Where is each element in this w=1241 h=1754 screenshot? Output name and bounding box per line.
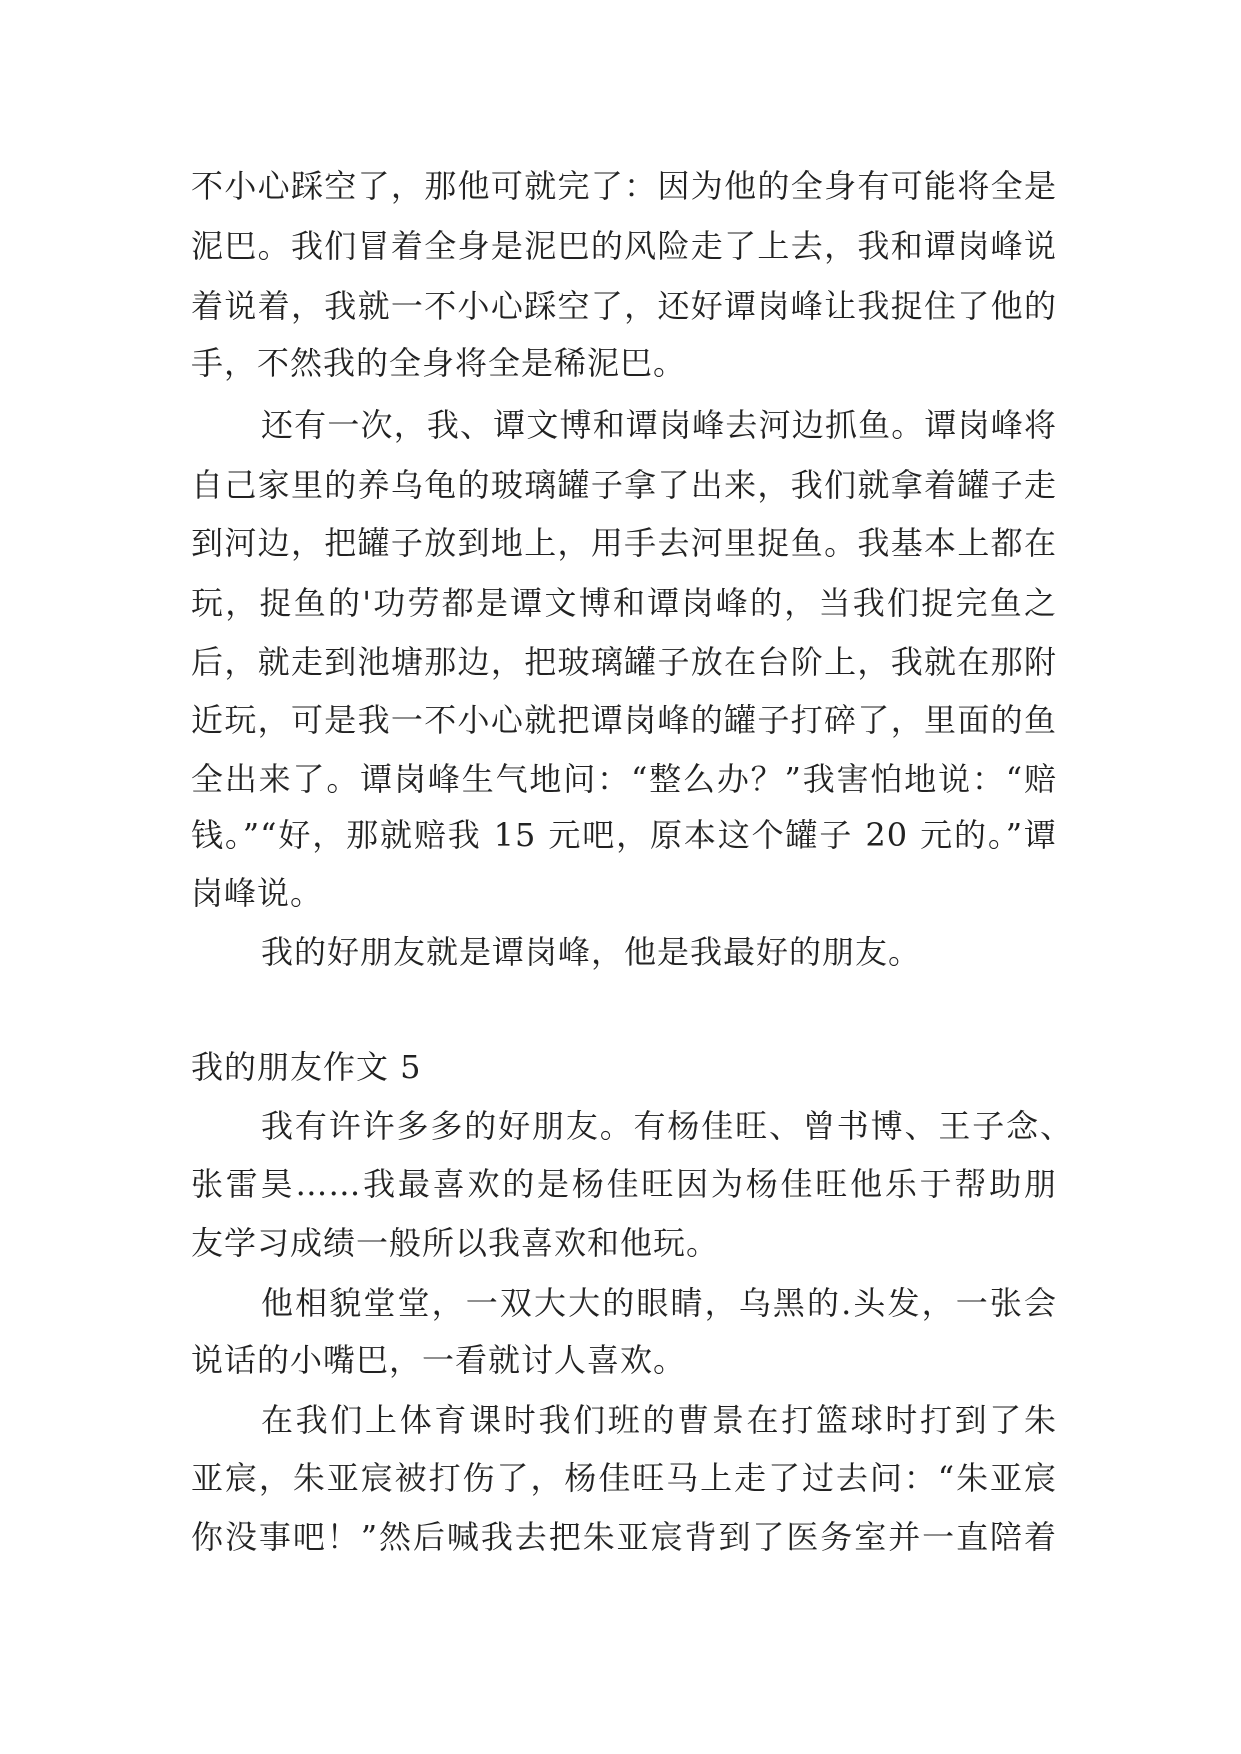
text-line: 后，就走到池塘那边，把玻璃罐子放在台阶上，我就在那附: [191, 643, 1057, 681]
text-line: 着说着，我就一不小心踩空了，还好谭岗峰让我捉住了他的: [191, 287, 1057, 325]
text-line: 到河边，把罐子放到地上，用手去河里捉鱼。我基本上都在: [191, 524, 1057, 562]
section-title: 我的朋友作文 5: [191, 1048, 422, 1086]
text-line: 他相貌堂堂，一双大大的眼睛，乌黑的.头发，一张会: [261, 1284, 1057, 1322]
text-line: 还有一次，我、谭文博和谭岗峰去河边抓鱼。谭岗峰将: [261, 406, 1057, 444]
text-line: 钱。”“好，那就赔我 15 元吧，原本这个罐子 20 元的。”谭: [191, 816, 1057, 854]
text-line: 你没事吧！”然后喊我去把朱亚宸背到了医务室并一直陪着: [191, 1518, 1057, 1556]
text-line: 说话的小嘴巴，一看就讨人喜欢。: [191, 1341, 687, 1379]
text-line: 不小心踩空了，那他可就完了：因为他的全身有可能将全是: [191, 167, 1057, 205]
text-line: 友学习成绩一般所以我喜欢和他玩。: [191, 1224, 720, 1262]
text-line: 近玩，可是我一不小心就把谭岗峰的罐子打碎了，里面的鱼: [191, 701, 1057, 739]
text-line: 我有许许多多的好朋友。有杨佳旺、曾书博、王子念、: [261, 1107, 1073, 1145]
text-line: 玩，捉鱼的'功劳都是谭文博和谭岗峰的，当我们捉完鱼之: [191, 584, 1057, 622]
text-line: 手，不然我的全身将全是稀泥巴。: [191, 344, 687, 382]
text-line: 张雷昊……我最喜欢的是杨佳旺因为杨佳旺他乐于帮助朋: [191, 1165, 1057, 1203]
text-line: 自己家里的养乌龟的玻璃罐子拿了出来，我们就拿着罐子走: [191, 466, 1057, 504]
text-line: 我的好朋友就是谭岗峰，他是我最好的朋友。: [261, 933, 922, 971]
text-line: 岗峰说。: [191, 874, 324, 912]
text-line: 泥巴。我们冒着全身是泥巴的风险走了上去，我和谭岗峰说: [191, 227, 1057, 265]
text-line: 全出来了。谭岗峰生气地问：“整么办？”我害怕地说：“赔: [191, 760, 1057, 798]
text-line: 亚宸，朱亚宸被打伤了，杨佳旺马上走了过去问：“朱亚宸: [191, 1459, 1057, 1497]
text-line: 在我们上体育课时我们班的曹景在打篮球时打到了朱: [261, 1401, 1057, 1439]
